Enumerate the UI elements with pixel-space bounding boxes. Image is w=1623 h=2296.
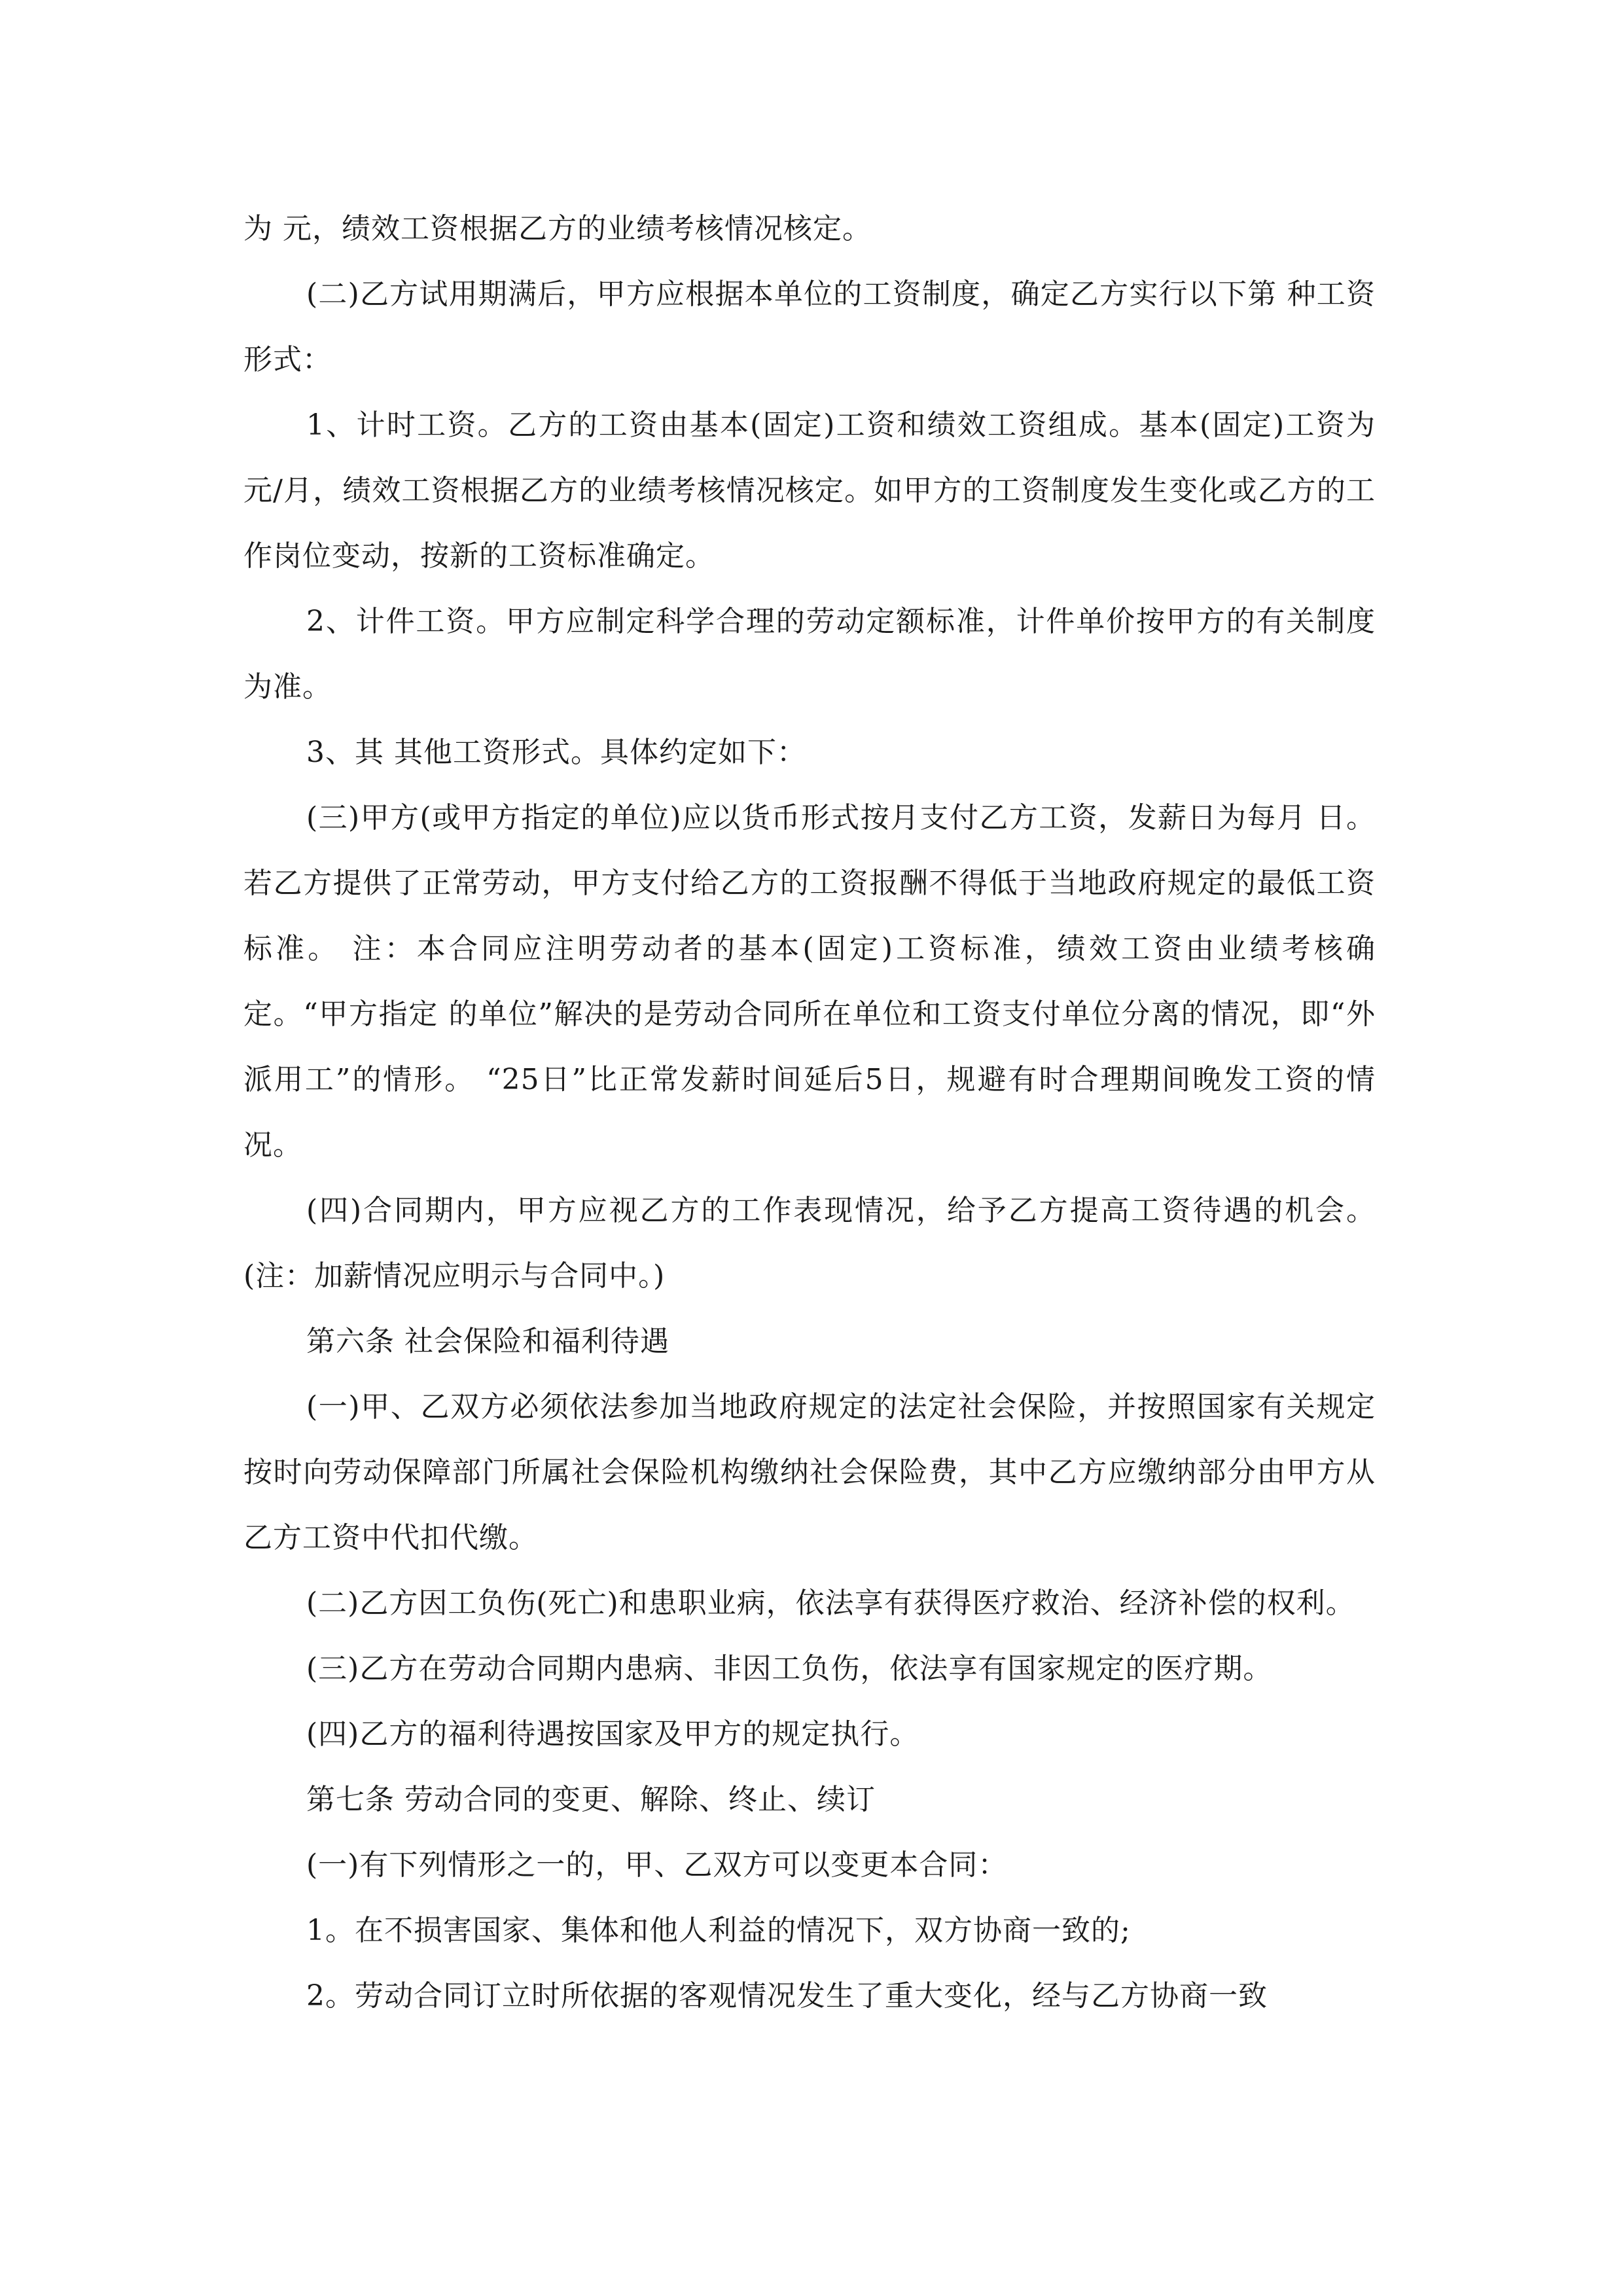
paragraph-16: 2。劳动合同订立时所依据的客观情况发生了重大变化，经与乙方协商一致 [306, 1979, 1268, 2013]
paragraph-9: (一)甲、乙双方必须依法参加当地政府规定的法定社会保险，并按照国家有关规定按时向劳动保障部门所属社会保险机构缴纳社会保险费，其中乙方应缴纳部分由甲方从乙方工资中代扣代缴。 [243, 1390, 1376, 1554]
paragraph-14: (一)有下列情形之一的，甲、乙双方可以变更本合同： [306, 1848, 1008, 1882]
paragraph-7: (四)合同期内，甲方应视乙方的工作表现情况，给予乙方提高工资待遇的机会。(注：加薪情况应明示与合同中。) [243, 1194, 1376, 1293]
paragraph-5: 3、其 其他工资形式。具体约定如下： [306, 736, 806, 769]
paragraph-15: 1。在不损害国家、集体和他人利益的情况下，双方协商一致的; [306, 1914, 1131, 1947]
document-body [243, 196, 1376, 2029]
article-7-heading: 第七条 劳动合同的变更、解除、终止、续订 [306, 1783, 876, 1816]
paragraph-3: 1、计时工资。乙方的工资由基本(固定)工资和绩效工资组成。基本(固定)工资为 元/月，绩效工资根据乙方的业绩考核情况核定。如甲方的工资制度发生变化或乙方的工作岗位变动，按新的工资标准确定。 [243, 408, 1376, 573]
paragraph-11: (三)乙方在劳动合同期内患病、非因工负伤，依法享有国家规定的医疗期。 [306, 1652, 1273, 1685]
paragraph-6: (三)甲方(或甲方指定的单位)应以货币形式按月支付乙方工资，发薪日为每月 日。若乙方提供了正常劳动，甲方支付给乙方的工资报酬不得低于当地政府规定的最低工资标准。 注：本合同应注明劳动者的基本(固定)工资标准，绩效工资由业绩考核确定。“甲方指定 的单位”解决的是劳动合同所在单位和工资支付单位分离的情况，即“外派用工”的情形。 “25日”比正常发薪时间延后5日，规避有时合理期间晚发工资的情况。 [243, 801, 1376, 1162]
article-6-heading: 第六条 社会保险和福利待遇 [306, 1325, 669, 1358]
paragraph-12: (四)乙方的福利待遇按国家及甲方的规定执行。 [306, 1717, 919, 1751]
paragraph-10: (二)乙方因工负伤(死亡)和患职业病，依法享有获得医疗救治、经济补偿的权利。 [306, 1587, 1355, 1620]
paragraph-2: (二)乙方试用期满后，甲方应根据本单位的工资制度，确定乙方实行以下第 种工资形式： [243, 278, 1376, 376]
paragraph-1: 为 元，绩效工资根据乙方的业绩考核情况核定。 [243, 212, 872, 245]
paragraph-4: 2、计件工资。甲方应制定科学合理的劳动定额标准，计件单价按甲方的有关制度为准。 [243, 605, 1376, 704]
